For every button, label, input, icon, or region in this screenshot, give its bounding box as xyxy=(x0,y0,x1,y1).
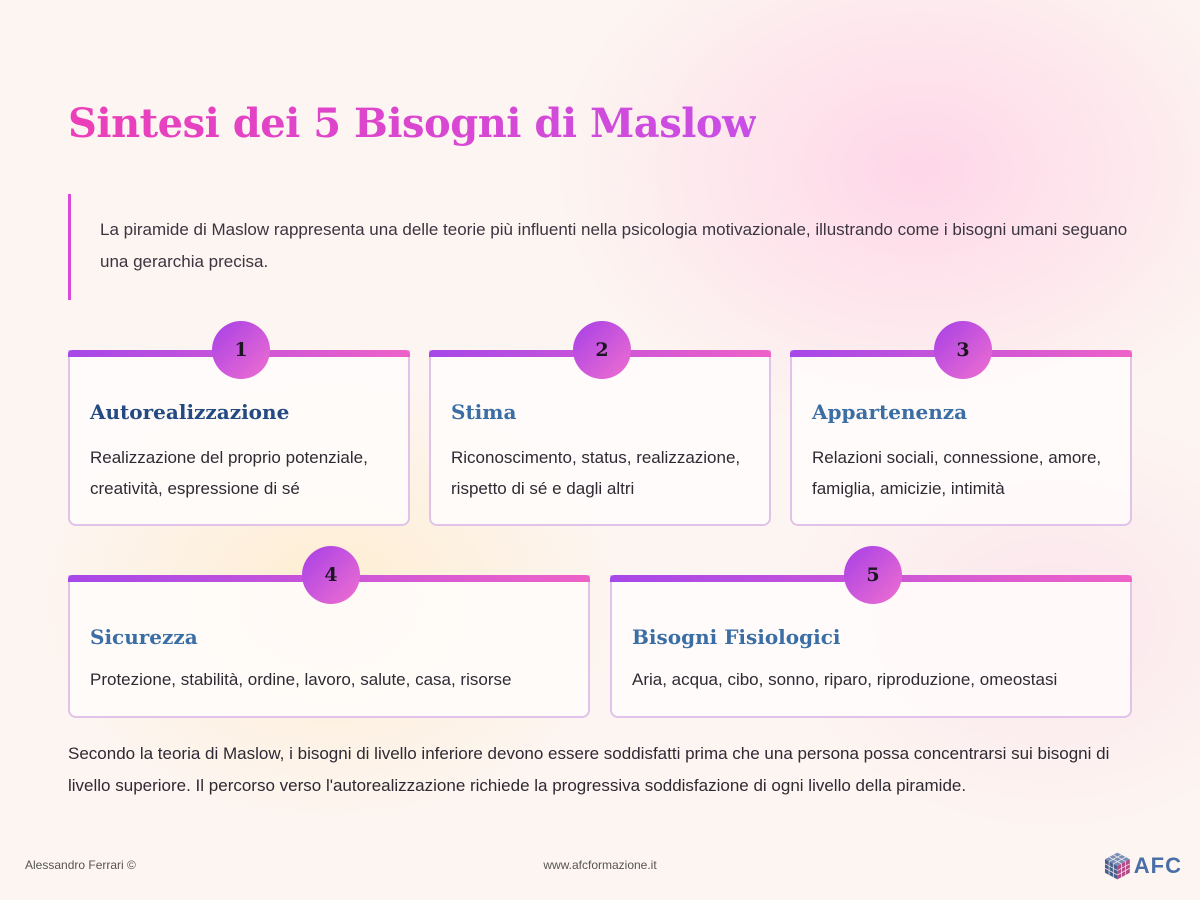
intro-text: La piramide di Maslow rappresenta una delle teorie più influenti nella psicologia motivazionale, illustrando come i bisogni umani seguano una gerarchia precisa. xyxy=(100,220,1128,271)
card-description: Realizzazione del proprio potenziale, creatività, espressione di sé xyxy=(90,448,368,498)
card-title: Autorealizzazione xyxy=(90,400,290,424)
card-description: Relazioni sociali, connessione, amore, famiglia, amicizie, intimità xyxy=(812,448,1102,498)
cube-logo-icon xyxy=(1104,851,1131,881)
card-description: Riconoscimento, status, realizzazione, rispetto di sé e dagli altri xyxy=(451,448,741,498)
intro-quote xyxy=(68,194,1128,300)
card-number-badge: 5 xyxy=(844,546,902,604)
card-title: Sicurezza xyxy=(90,625,198,649)
card-number-badge: 3 xyxy=(934,321,992,379)
card-description: Aria, acqua, cibo, sonno, riparo, riproduzione, omeostasi xyxy=(632,670,1058,689)
card-title: Stima xyxy=(451,400,517,424)
card-number-badge: 4 xyxy=(302,546,360,604)
card-title: Bisogni Fisiologici xyxy=(632,625,841,649)
afc-logo xyxy=(1104,848,1182,884)
need-card-4 xyxy=(68,564,590,718)
need-card-2 xyxy=(429,339,771,526)
card-description: Protezione, stabilità, ordine, lavoro, salute, casa, risorse xyxy=(90,670,512,689)
card-number-badge: 1 xyxy=(212,321,270,379)
page-title: Sintesi dei 5 Bisogni di Maslow xyxy=(68,100,757,147)
conclusion-text: Secondo la teoria di Maslow, i bisogni di livello inferiore devono essere soddisfatti prima che una persona possa concentrarsi sui bisogni di livello superiore. Il percorso verso l'autorealizzazione richiede la progressiva soddisfazione di ogni livello della piramide. xyxy=(68,744,1110,795)
need-card-1 xyxy=(68,339,410,526)
need-card-3 xyxy=(790,339,1132,526)
logo-text: AFC xyxy=(1133,853,1182,878)
card-title: Appartenenza xyxy=(812,400,968,424)
website-url: www.afcformazione.it xyxy=(543,858,657,872)
card-number-badge: 2 xyxy=(573,321,631,379)
need-card-5 xyxy=(610,564,1132,718)
author-credit: Alessandro Ferrari © xyxy=(25,858,136,872)
